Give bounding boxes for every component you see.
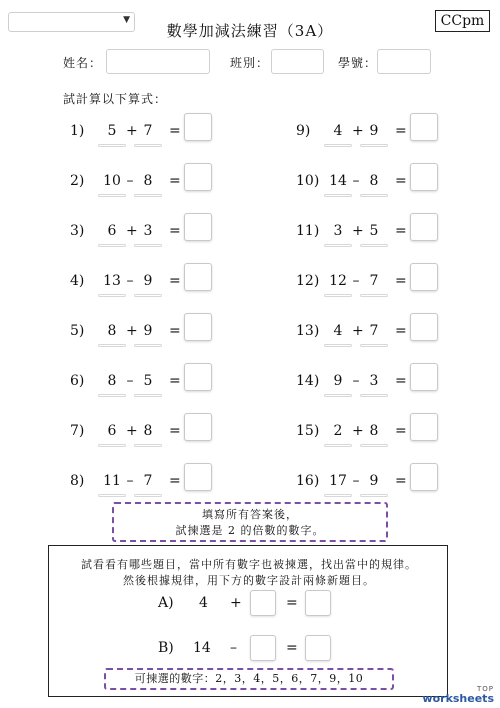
- operator: +: [352, 223, 364, 239]
- operand-a: 4: [333, 323, 343, 339]
- operand-a-select[interactable]: [98, 444, 126, 447]
- question-7: [70, 413, 270, 449]
- operand-b-select[interactable]: [134, 294, 162, 297]
- note-line-1: 填寫所有答案後，: [202, 508, 298, 521]
- operand-a-select[interactable]: [324, 444, 352, 447]
- operand-b-select[interactable]: [134, 394, 162, 397]
- operator: –: [126, 173, 134, 189]
- question-1: [70, 113, 270, 149]
- question-13: [296, 313, 496, 349]
- question-number: 12): [296, 273, 320, 289]
- question-number: 9): [296, 123, 311, 139]
- question-15: [296, 413, 496, 449]
- question-number: 14): [296, 373, 320, 389]
- operand-a-select[interactable]: [98, 144, 126, 147]
- question-12: [296, 263, 496, 299]
- task-b-operator: –: [230, 640, 237, 656]
- equals-sign: =: [395, 423, 407, 439]
- design-task-box: [48, 545, 448, 697]
- task-line-1: 試看看有哪些題目，當中所有數字也被揀選，找出當中的規律。: [81, 558, 417, 571]
- operand-b: 8: [143, 173, 153, 189]
- operator: –: [126, 373, 134, 389]
- operand-a-select[interactable]: [324, 344, 352, 347]
- question-number: 3): [70, 223, 85, 239]
- task-b-operand-input[interactable]: [250, 635, 276, 661]
- question-number: 6): [70, 373, 85, 389]
- equals-sign: =: [395, 223, 407, 239]
- operand-a-select[interactable]: [98, 494, 126, 497]
- operand-b-select[interactable]: [360, 244, 388, 247]
- operand-a: 8: [107, 323, 117, 339]
- operand-a-select[interactable]: [324, 144, 352, 147]
- equals-sign: =: [169, 423, 181, 439]
- question-number: 15): [296, 423, 320, 439]
- task-line-2: 然後根據規律，用下方的數字設計兩條新題目。: [123, 574, 375, 587]
- answer-input[interactable]: [184, 313, 212, 341]
- operand-b: 8: [369, 173, 379, 189]
- question-4: [70, 263, 270, 299]
- number-label: 學號：: [338, 56, 378, 70]
- equals-sign: =: [395, 173, 407, 189]
- operand-a: 10: [103, 173, 121, 189]
- answer-input[interactable]: [410, 413, 438, 441]
- operand-b-select[interactable]: [360, 144, 388, 147]
- answer-input[interactable]: [410, 113, 438, 141]
- operator: +: [126, 123, 138, 139]
- operand-b-select[interactable]: [360, 444, 388, 447]
- operand-b-select[interactable]: [360, 344, 388, 347]
- equals-sign: =: [395, 123, 407, 139]
- operand-b: 7: [369, 273, 379, 289]
- operand-b: 7: [143, 123, 153, 139]
- answer-input[interactable]: [184, 113, 212, 141]
- operand-b-select[interactable]: [360, 394, 388, 397]
- question-9: [296, 113, 496, 149]
- equals-sign: =: [395, 323, 407, 339]
- question-number: 11): [296, 223, 320, 239]
- question-6: [70, 363, 270, 399]
- task-a-number: 4: [199, 595, 208, 611]
- operand-b: 8: [369, 423, 379, 439]
- operand-b: 3: [143, 223, 153, 239]
- operand-a: 12: [329, 273, 347, 289]
- task-a-operator: +: [230, 595, 242, 611]
- question-number: 2): [70, 173, 85, 189]
- chevron-down-icon: ▼: [123, 15, 130, 25]
- brand-top: TOP: [476, 685, 494, 693]
- operand-a-select[interactable]: [98, 244, 126, 247]
- question-10: [296, 163, 496, 199]
- question-number: 8): [70, 473, 85, 489]
- class-input[interactable]: [271, 49, 324, 74]
- question-16: [296, 463, 496, 499]
- question-number: 10): [296, 173, 320, 189]
- operand-a: 13: [103, 273, 121, 289]
- operand-a: 11: [103, 473, 121, 489]
- question-number: 4): [70, 273, 85, 289]
- equals-sign: =: [395, 273, 407, 289]
- operand-a: 17: [329, 473, 347, 489]
- operator: +: [126, 423, 138, 439]
- operand-a: 9: [333, 373, 343, 389]
- operator: –: [352, 473, 360, 489]
- operand-b: 7: [143, 473, 153, 489]
- operand-b-select[interactable]: [134, 444, 162, 447]
- task-b-equals: =: [286, 640, 298, 656]
- page-title: 數學加減法練習（3A）: [166, 22, 334, 40]
- name-label: 姓名：: [63, 56, 103, 70]
- equals-sign: =: [395, 373, 407, 389]
- equals-sign: =: [169, 223, 181, 239]
- operand-b: 8: [143, 423, 153, 439]
- task-b-answer-input[interactable]: [305, 635, 331, 661]
- operand-a: 4: [333, 123, 343, 139]
- question-3: [70, 213, 270, 249]
- code-badge: CCpm: [435, 10, 490, 32]
- question-2: [70, 163, 270, 199]
- answer-input[interactable]: [410, 163, 438, 191]
- answer-input[interactable]: [184, 263, 212, 291]
- answer-input[interactable]: [184, 413, 212, 441]
- question-5: [70, 313, 270, 349]
- answer-input[interactable]: [184, 463, 212, 491]
- operand-b-select[interactable]: [134, 194, 162, 197]
- task-a-equals: =: [286, 595, 298, 611]
- operand-b: 9: [143, 273, 153, 289]
- name-input[interactable]: [106, 49, 210, 74]
- operand-b-select[interactable]: [134, 144, 162, 147]
- operator: +: [352, 423, 364, 439]
- task-a-answer-input[interactable]: [305, 590, 331, 616]
- operand-b: 9: [369, 473, 379, 489]
- operator: +: [352, 123, 364, 139]
- operand-a-select[interactable]: [98, 294, 126, 297]
- operand-a: 14: [329, 173, 347, 189]
- operator: –: [126, 273, 134, 289]
- operand-b: 7: [369, 323, 379, 339]
- answer-input[interactable]: [184, 363, 212, 391]
- operand-a-select[interactable]: [324, 244, 352, 247]
- operand-a: 2: [333, 423, 343, 439]
- operand-b-select[interactable]: [134, 494, 162, 497]
- operand-b-select[interactable]: [360, 494, 388, 497]
- worksheet-dropdown[interactable]: [8, 12, 135, 32]
- operand-a-select[interactable]: [98, 194, 126, 197]
- question-number: 5): [70, 323, 85, 339]
- equals-sign: =: [169, 123, 181, 139]
- operand-a: 3: [333, 223, 343, 239]
- task-a-label: A): [158, 595, 174, 611]
- question-number: 1): [70, 123, 85, 139]
- brand-logo: [422, 684, 494, 704]
- operator: +: [126, 223, 138, 239]
- question-number: 7): [70, 423, 85, 439]
- operator: –: [352, 373, 360, 389]
- question-8: [70, 463, 270, 499]
- operator: –: [352, 273, 360, 289]
- answer-input[interactable]: [410, 463, 438, 491]
- operand-b-select[interactable]: [360, 294, 388, 297]
- answer-input[interactable]: [184, 163, 212, 191]
- question-14: [296, 363, 496, 399]
- equals-sign: =: [395, 473, 407, 489]
- equals-sign: =: [169, 323, 181, 339]
- operator: +: [126, 323, 138, 339]
- answer-input[interactable]: [410, 213, 438, 241]
- task-b-label: B): [158, 640, 174, 656]
- answer-input[interactable]: [184, 213, 212, 241]
- brand-name: worksheets: [422, 692, 494, 705]
- note-line-2: 試揀選是 2 的倍數的數字。: [175, 524, 325, 537]
- operand-a: 8: [107, 373, 117, 389]
- equals-sign: =: [169, 273, 181, 289]
- task-b-number: 14: [193, 640, 211, 656]
- task-a-operand-input[interactable]: [250, 590, 276, 616]
- answer-input[interactable]: [410, 263, 438, 291]
- equals-sign: =: [169, 473, 181, 489]
- operand-a: 6: [107, 423, 117, 439]
- operand-a-select[interactable]: [324, 394, 352, 397]
- class-label: 班別：: [230, 56, 270, 70]
- operand-b-select[interactable]: [134, 344, 162, 347]
- operator: +: [352, 323, 364, 339]
- selectable-numbers: 可揀選的數字：2，3，4，5，6，7，9，10: [104, 668, 394, 690]
- operand-b: 5: [369, 223, 379, 239]
- operand-a-select[interactable]: [324, 494, 352, 497]
- equals-sign: =: [169, 373, 181, 389]
- operand-b: 3: [369, 373, 379, 389]
- answer-input[interactable]: [410, 363, 438, 391]
- operand-b: 9: [369, 123, 379, 139]
- operator: –: [352, 173, 360, 189]
- operand-b-select[interactable]: [134, 244, 162, 247]
- operand-b-select[interactable]: [360, 194, 388, 197]
- number-input[interactable]: [377, 49, 431, 74]
- instruction-note: [112, 502, 388, 542]
- question-11: [296, 213, 496, 249]
- operand-a-select[interactable]: [324, 294, 352, 297]
- question-number: 16): [296, 473, 320, 489]
- operand-a-select[interactable]: [324, 194, 352, 197]
- operand-a: 6: [107, 223, 117, 239]
- answer-input[interactable]: [410, 313, 438, 341]
- operand-a-select[interactable]: [98, 344, 126, 347]
- question-number: 13): [296, 323, 320, 339]
- operand-b: 5: [143, 373, 153, 389]
- operator: –: [126, 473, 134, 489]
- instruction: 試計算以下算式：: [63, 92, 168, 106]
- equals-sign: =: [169, 173, 181, 189]
- operand-a-select[interactable]: [98, 394, 126, 397]
- operand-b: 9: [143, 323, 153, 339]
- operand-a: 5: [107, 123, 117, 139]
